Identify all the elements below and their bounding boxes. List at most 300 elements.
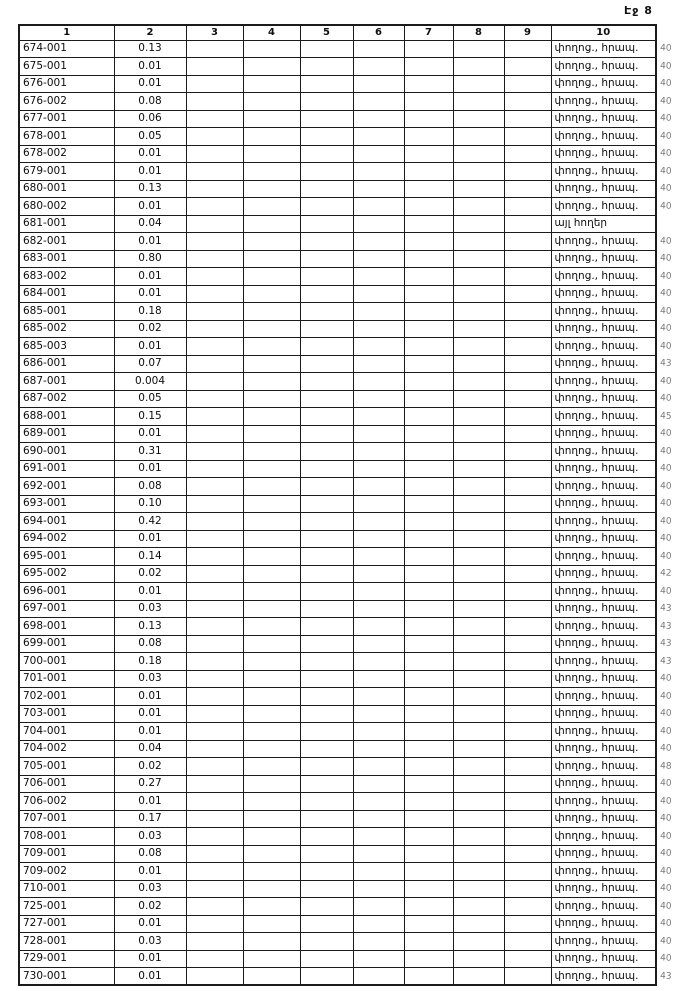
land-parcel-table <box>18 24 657 986</box>
margin-mark: 43 <box>659 620 672 632</box>
cell-empty <box>404 740 453 758</box>
cell-land-use: փողոց., հրապ. <box>551 443 656 461</box>
margin-mark: 43 <box>659 638 672 649</box>
cell-land-use: փողոց., հրապ. <box>551 478 656 496</box>
cell-parcel-id: 677-001 <box>19 110 114 128</box>
cell-land-use: փողոց., հրապ. <box>551 775 656 793</box>
table-row <box>19 583 656 601</box>
cell-empty <box>243 653 300 671</box>
cell-empty <box>353 793 404 811</box>
table-row <box>19 198 656 216</box>
cell-empty <box>404 163 453 181</box>
margin-mark: 40 <box>659 148 672 159</box>
table-row <box>19 110 656 128</box>
table-row <box>19 40 656 58</box>
cell-empty <box>504 163 551 181</box>
cell-area-value: 0.01 <box>114 583 186 601</box>
cell-empty <box>300 810 353 828</box>
cell-empty <box>453 443 504 461</box>
cell-area-value: 0.18 <box>114 303 186 321</box>
cell-parcel-id: 705-001 <box>19 758 114 776</box>
cell-empty <box>243 565 300 583</box>
cell-empty <box>186 128 243 146</box>
cell-empty <box>186 600 243 618</box>
cell-empty <box>243 600 300 618</box>
margin-mark: 43 <box>659 603 672 614</box>
cell-parcel-id: 690-001 <box>19 443 114 461</box>
cell-empty <box>300 933 353 951</box>
cell-empty <box>504 250 551 268</box>
cell-parcel-id: 685-003 <box>19 338 114 356</box>
cell-empty <box>404 478 453 496</box>
cell-empty <box>504 198 551 216</box>
cell-empty <box>453 740 504 758</box>
cell-empty <box>453 128 504 146</box>
cell-empty <box>404 408 453 426</box>
cell-empty <box>353 460 404 478</box>
cell-parcel-id: 682-001 <box>19 233 114 251</box>
cell-land-use: փողոց., հրապ. <box>551 618 656 636</box>
cell-area-value: 0.02 <box>114 565 186 583</box>
cell-area-value: 0.01 <box>114 198 186 216</box>
margin-mark: 40 <box>659 393 672 404</box>
cell-area-value: 0.17 <box>114 810 186 828</box>
cell-empty <box>300 723 353 741</box>
cell-empty <box>453 233 504 251</box>
cell-empty <box>353 828 404 846</box>
margin-mark: 40 <box>659 323 672 334</box>
margin-annotations <box>660 41 694 986</box>
cell-land-use: փողոց., հրապ. <box>551 968 656 986</box>
cell-empty <box>353 863 404 881</box>
cell-empty <box>504 950 551 968</box>
cell-empty <box>186 233 243 251</box>
cell-empty <box>243 443 300 461</box>
cell-empty <box>186 898 243 916</box>
cell-empty <box>504 75 551 93</box>
cell-empty <box>300 600 353 618</box>
cell-empty <box>453 268 504 286</box>
cell-parcel-id: 696-001 <box>19 583 114 601</box>
cell-empty <box>300 915 353 933</box>
cell-empty <box>404 75 453 93</box>
cell-empty <box>243 163 300 181</box>
cell-parcel-id: 699-001 <box>19 635 114 653</box>
cell-empty <box>453 845 504 863</box>
cell-empty <box>243 688 300 706</box>
table-row <box>19 408 656 426</box>
cell-empty <box>186 495 243 513</box>
cell-empty <box>300 40 353 58</box>
cell-empty <box>353 285 404 303</box>
cell-empty <box>504 180 551 198</box>
cell-empty <box>186 58 243 76</box>
cell-empty <box>453 828 504 846</box>
cell-empty <box>243 915 300 933</box>
cell-empty <box>243 583 300 601</box>
cell-area-value: 0.03 <box>114 670 186 688</box>
cell-empty <box>186 583 243 601</box>
cell-empty <box>243 828 300 846</box>
cell-empty <box>404 845 453 863</box>
cell-empty <box>186 565 243 583</box>
cell-empty <box>353 583 404 601</box>
cell-area-value: 0.42 <box>114 513 186 531</box>
margin-mark: 40 <box>659 883 672 894</box>
cell-parcel-id: 683-001 <box>19 250 114 268</box>
cell-empty <box>453 758 504 776</box>
cell-empty <box>353 898 404 916</box>
cell-empty <box>453 968 504 986</box>
cell-empty <box>453 110 504 128</box>
cell-empty <box>353 443 404 461</box>
cell-empty <box>300 845 353 863</box>
cell-area-value: 0.03 <box>114 933 186 951</box>
table-row <box>19 828 656 846</box>
cell-empty <box>404 128 453 146</box>
margin-mark: 40 <box>659 585 672 597</box>
cell-empty <box>504 513 551 531</box>
cell-empty <box>300 880 353 898</box>
cell-land-use: փողոց., հրապ. <box>551 530 656 548</box>
cell-empty <box>504 600 551 618</box>
cell-parcel-id: 703-001 <box>19 705 114 723</box>
cell-area-value: 0.04 <box>114 740 186 758</box>
cell-parcel-id: 698-001 <box>19 618 114 636</box>
table-row <box>19 810 656 828</box>
cell-empty <box>504 93 551 111</box>
cell-empty <box>243 93 300 111</box>
cell-empty <box>504 425 551 443</box>
cell-parcel-id: 704-001 <box>19 723 114 741</box>
cell-empty <box>186 408 243 426</box>
cell-empty <box>504 898 551 916</box>
cell-empty <box>300 198 353 216</box>
margin-mark: 40 <box>659 690 672 702</box>
cell-area-value: 0.01 <box>114 285 186 303</box>
cell-empty <box>404 373 453 391</box>
cell-empty <box>353 198 404 216</box>
cell-area-value: 0.05 <box>114 128 186 146</box>
cell-empty <box>453 460 504 478</box>
cell-empty <box>186 198 243 216</box>
cell-empty <box>453 495 504 513</box>
cell-empty <box>353 390 404 408</box>
cell-land-use: փողոց., հրապ. <box>551 810 656 828</box>
cell-empty <box>300 373 353 391</box>
cell-empty <box>504 390 551 408</box>
cell-land-use: փողոց., հրապ. <box>551 705 656 723</box>
margin-mark: 40 <box>659 725 672 737</box>
margin-mark: 40 <box>659 130 672 142</box>
cell-land-use: փողոց., հրապ. <box>551 460 656 478</box>
cell-empty <box>453 58 504 76</box>
cell-empty <box>404 460 453 478</box>
cell-parcel-id: 676-002 <box>19 93 114 111</box>
cell-empty <box>186 338 243 356</box>
cell-empty <box>353 635 404 653</box>
cell-empty <box>300 670 353 688</box>
cell-empty <box>453 215 504 233</box>
cell-empty <box>353 513 404 531</box>
cell-empty <box>404 933 453 951</box>
cell-parcel-id: 683-002 <box>19 268 114 286</box>
cell-empty <box>353 303 404 321</box>
cell-empty <box>186 880 243 898</box>
cell-empty <box>186 163 243 181</box>
table-row <box>19 880 656 898</box>
cell-land-use: փողոց., հրապ. <box>551 880 656 898</box>
cell-empty <box>453 513 504 531</box>
cell-empty <box>186 268 243 286</box>
cell-land-use: փողոց., հրապ. <box>551 513 656 531</box>
cell-area-value: 0.02 <box>114 320 186 338</box>
cell-empty <box>186 215 243 233</box>
table-row <box>19 705 656 723</box>
cell-empty <box>404 285 453 303</box>
table-row <box>19 93 656 111</box>
cell-parcel-id: 701-001 <box>19 670 114 688</box>
cell-empty <box>404 513 453 531</box>
cell-empty <box>186 723 243 741</box>
cell-empty <box>504 268 551 286</box>
cell-empty <box>243 180 300 198</box>
cell-parcel-id: 727-001 <box>19 915 114 933</box>
margin-mark: 40 <box>659 900 672 912</box>
cell-empty <box>504 845 551 863</box>
cell-land-use: փողոց., հրապ. <box>551 565 656 583</box>
cell-empty <box>353 688 404 706</box>
cell-empty <box>243 775 300 793</box>
cell-empty <box>243 408 300 426</box>
cell-empty <box>504 320 551 338</box>
cell-empty <box>243 933 300 951</box>
cell-empty <box>300 355 353 373</box>
cell-empty <box>243 145 300 163</box>
cell-area-value: 0.01 <box>114 58 186 76</box>
cell-land-use: փողոց., հրապ. <box>551 425 656 443</box>
cell-empty <box>504 495 551 513</box>
cell-empty <box>353 215 404 233</box>
table-row <box>19 845 656 863</box>
cell-empty <box>353 233 404 251</box>
cell-empty <box>453 618 504 636</box>
cell-empty <box>504 880 551 898</box>
cell-empty <box>300 828 353 846</box>
cell-land-use: փողոց., հրապ. <box>551 933 656 951</box>
cell-empty <box>453 425 504 443</box>
column-header: 3 <box>186 25 243 40</box>
cell-empty <box>504 793 551 811</box>
cell-area-value: 0.02 <box>114 758 186 776</box>
cell-parcel-id: 678-002 <box>19 145 114 163</box>
cell-empty <box>404 723 453 741</box>
cell-parcel-id: 710-001 <box>19 880 114 898</box>
cell-empty <box>504 968 551 986</box>
cell-empty <box>453 723 504 741</box>
cell-parcel-id: 709-001 <box>19 845 114 863</box>
margin-mark: 40 <box>659 515 672 527</box>
cell-empty <box>243 478 300 496</box>
cell-empty <box>453 373 504 391</box>
cell-empty <box>404 145 453 163</box>
margin-mark: 40 <box>659 235 672 247</box>
cell-empty <box>243 320 300 338</box>
margin-mark: 40 <box>659 795 672 807</box>
table-row <box>19 618 656 636</box>
cell-parcel-id: 687-001 <box>19 373 114 391</box>
cell-empty <box>300 110 353 128</box>
cell-parcel-id: 695-002 <box>19 565 114 583</box>
margin-mark: 40 <box>659 113 672 124</box>
cell-empty <box>504 688 551 706</box>
table-row <box>19 425 656 443</box>
cell-parcel-id: 684-001 <box>19 285 114 303</box>
cell-empty <box>504 460 551 478</box>
table-row <box>19 58 656 76</box>
cell-empty <box>243 58 300 76</box>
cell-parcel-id: 702-001 <box>19 688 114 706</box>
cell-empty <box>504 758 551 776</box>
cell-empty <box>353 845 404 863</box>
cell-parcel-id: 697-001 <box>19 600 114 618</box>
cell-empty <box>353 128 404 146</box>
cell-empty <box>504 478 551 496</box>
cell-empty <box>504 303 551 321</box>
cell-area-value: 0.07 <box>114 355 186 373</box>
cell-empty <box>243 513 300 531</box>
cell-area-value: 0.13 <box>114 40 186 58</box>
cell-empty <box>404 810 453 828</box>
cell-land-use: փողոց., հրապ. <box>551 863 656 881</box>
cell-empty <box>300 495 353 513</box>
cell-empty <box>186 355 243 373</box>
margin-mark: 40 <box>659 918 672 929</box>
cell-empty <box>353 670 404 688</box>
cell-empty <box>504 40 551 58</box>
cell-empty <box>504 548 551 566</box>
cell-area-value: 0.02 <box>114 898 186 916</box>
cell-empty <box>404 303 453 321</box>
cell-area-value: 0.06 <box>114 110 186 128</box>
cell-land-use: փողոց., հրապ. <box>551 845 656 863</box>
cell-parcel-id: 680-001 <box>19 180 114 198</box>
cell-empty <box>404 180 453 198</box>
cell-empty <box>453 285 504 303</box>
cell-empty <box>504 58 551 76</box>
table-row <box>19 898 656 916</box>
cell-area-value: 0.01 <box>114 530 186 548</box>
page-number-label: Էջ 8 <box>624 4 653 17</box>
cell-empty <box>504 933 551 951</box>
cell-empty <box>300 460 353 478</box>
cell-area-value: 0.01 <box>114 460 186 478</box>
cell-empty <box>300 530 353 548</box>
cell-parcel-id: 678-001 <box>19 128 114 146</box>
cell-empty <box>353 968 404 986</box>
cell-empty <box>404 58 453 76</box>
cell-empty <box>353 320 404 338</box>
cell-parcel-id: 706-002 <box>19 793 114 811</box>
cell-empty <box>353 915 404 933</box>
cell-empty <box>404 443 453 461</box>
cell-empty <box>353 548 404 566</box>
cell-empty <box>353 705 404 723</box>
cell-empty <box>243 285 300 303</box>
cell-empty <box>353 268 404 286</box>
cell-empty <box>504 110 551 128</box>
cell-empty <box>353 653 404 671</box>
cell-empty <box>453 145 504 163</box>
cell-empty <box>186 303 243 321</box>
table-row <box>19 688 656 706</box>
cell-empty <box>186 863 243 881</box>
cell-parcel-id: 695-001 <box>19 548 114 566</box>
cell-parcel-id: 709-002 <box>19 863 114 881</box>
cell-empty <box>243 303 300 321</box>
cell-empty <box>300 705 353 723</box>
table-row <box>19 285 656 303</box>
cell-empty <box>300 898 353 916</box>
column-header: 1 <box>19 25 114 40</box>
cell-area-value: 0.004 <box>114 373 186 391</box>
cell-empty <box>243 705 300 723</box>
cell-empty <box>243 880 300 898</box>
cell-land-use: փողոց., հրապ. <box>551 233 656 251</box>
cell-parcel-id: 685-002 <box>19 320 114 338</box>
cell-empty <box>243 373 300 391</box>
cell-empty <box>404 950 453 968</box>
cell-empty <box>243 268 300 286</box>
table-row <box>19 460 656 478</box>
cell-empty <box>186 75 243 93</box>
cell-land-use: փողոց., հրապ. <box>551 128 656 146</box>
cell-empty <box>300 75 353 93</box>
cell-parcel-id: 675-001 <box>19 58 114 76</box>
cell-empty <box>453 635 504 653</box>
cell-area-value: 0.01 <box>114 233 186 251</box>
cell-empty <box>300 408 353 426</box>
cell-area-value: 0.01 <box>114 338 186 356</box>
cell-empty <box>300 58 353 76</box>
column-header: 6 <box>353 25 404 40</box>
cell-land-use: փողոց., հրապ. <box>551 180 656 198</box>
cell-empty <box>186 635 243 653</box>
cell-empty <box>453 775 504 793</box>
cell-area-value: 0.01 <box>114 268 186 286</box>
cell-empty <box>453 705 504 723</box>
cell-land-use: փողոց., հրապ. <box>551 600 656 618</box>
cell-empty <box>186 40 243 58</box>
cell-empty <box>300 635 353 653</box>
cell-empty <box>404 635 453 653</box>
cell-empty <box>186 828 243 846</box>
cell-land-use: փողոց., հրապ. <box>551 93 656 111</box>
table-row <box>19 268 656 286</box>
table-row <box>19 548 656 566</box>
cell-land-use: փողոց., հրապ. <box>551 583 656 601</box>
cell-empty <box>353 618 404 636</box>
cell-empty <box>353 810 404 828</box>
cell-empty <box>504 723 551 741</box>
cell-area-value: 0.01 <box>114 425 186 443</box>
cell-empty <box>243 740 300 758</box>
margin-mark: 40 <box>659 428 672 439</box>
cell-empty <box>353 600 404 618</box>
cell-empty <box>300 390 353 408</box>
cell-empty <box>186 705 243 723</box>
cell-parcel-id: 676-001 <box>19 75 114 93</box>
